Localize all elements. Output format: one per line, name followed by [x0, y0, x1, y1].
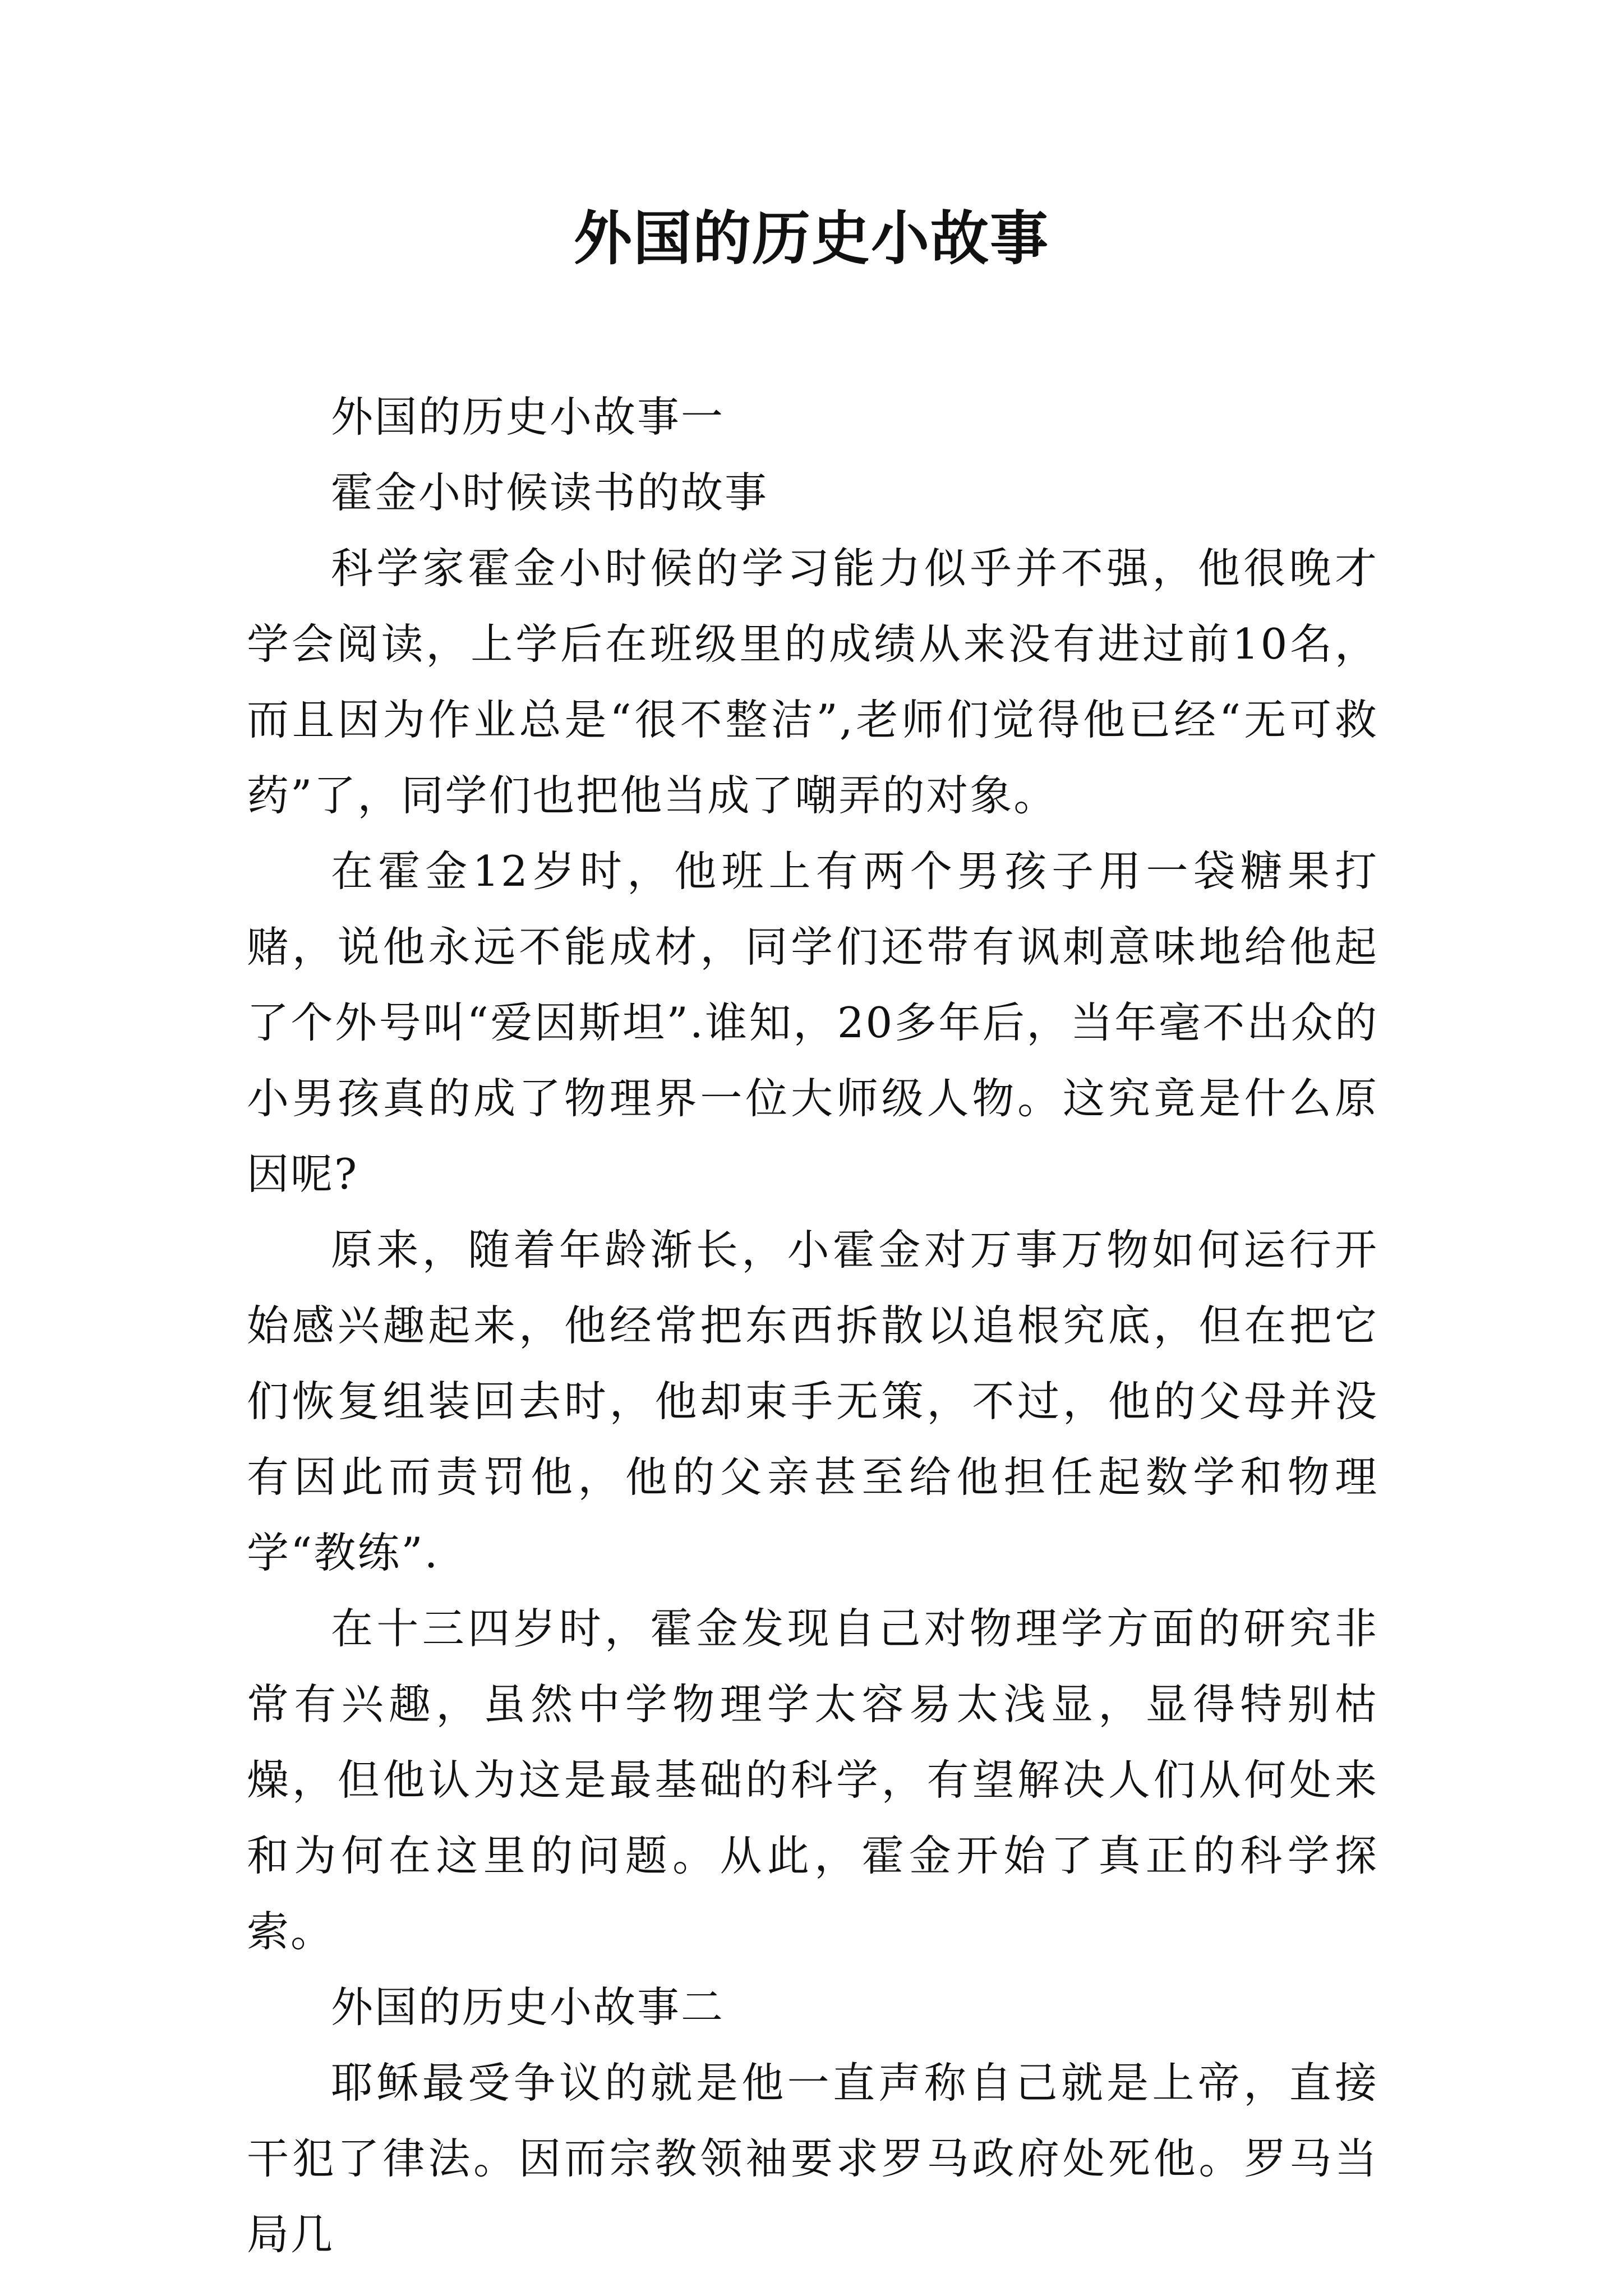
section-heading-1: 外国的历史小故事一: [331, 392, 725, 441]
paragraph: 原来，随着年龄渐长，小霍金对万事万物如何运行开始感兴趣起来，他经常把东西拆散以追根究底，但在把它们恢复组装回去时，他却束手无策，不过，他的父母并没有因此而责罚他，他的父亲甚至给他担任起数学和物理学“教练”.: [247, 1225, 1378, 1577]
story-subtitle: 霍金小时候读书的故事: [331, 468, 769, 517]
section-heading-2: 外国的历史小故事二: [331, 1982, 725, 2032]
paragraph: 耶稣最受争议的就是他一直声称自己就是上帝，直接干犯了律法。因而宗教领袖要求罗马政府处死他。罗马当局几: [247, 2058, 1378, 2259]
paragraph: 科学家霍金小时候的学习能力似乎并不强，他很晚才学会阅读，上学后在班级里的成绩从来没有进过前10名，而且因为作业总是“很不整洁”,老师们觉得他已经“无可救药”了，同学们也把他当成了嘲弄的对象。: [247, 544, 1378, 820]
document-body: [247, 379, 1378, 2272]
paragraph: 在十三四岁时，霍金发现自己对物理学方面的研究非常有兴趣，虽然中学物理学太容易太浅显，显得特别枯燥，但他认为这是最基础的科学，有望解决人们从何处来和为何在这里的问题。从此，霍金开始了真正的科学探索。: [247, 1604, 1378, 1956]
paragraph: 在霍金12岁时，他班上有两个男孩子用一袋糖果打赌，说他永远不能成材，同学们还带有讽刺意味地给他起了个外号叫“爱因斯坦”.谁知，20多年后，当年毫不出众的小男孩真的成了物理界一位大师级人物。这究竟是什么原因呢?: [247, 846, 1378, 1199]
document-title: 外国的历史小故事: [573, 204, 1049, 273]
